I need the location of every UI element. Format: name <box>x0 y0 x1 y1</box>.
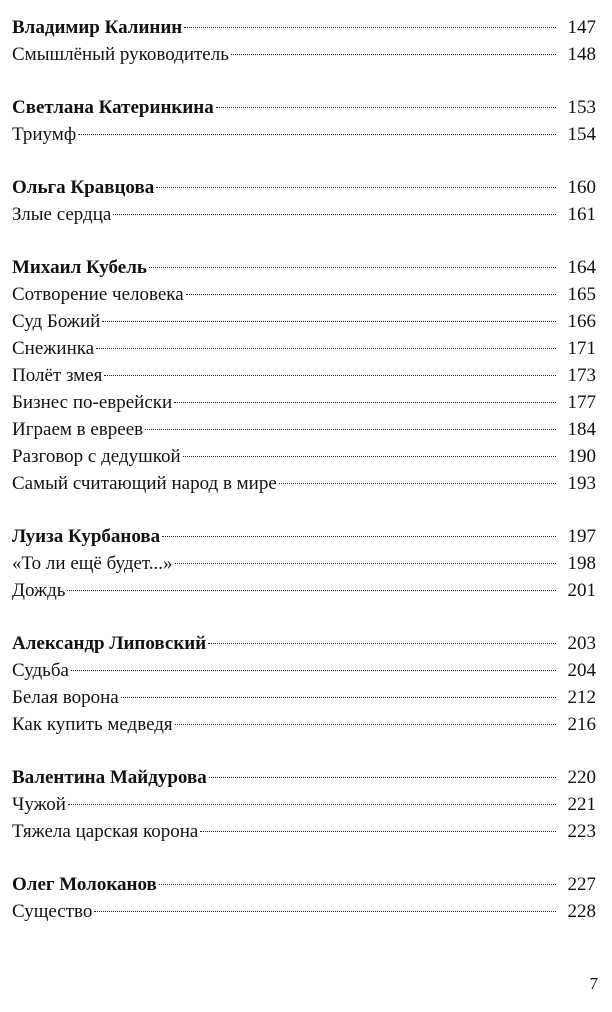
toc-work-entry <box>12 898 596 925</box>
toc-work-entry <box>12 577 596 604</box>
toc-work-entry <box>12 470 596 497</box>
page-ref: 220 <box>567 767 596 788</box>
toc-section <box>12 254 596 497</box>
author-name: Ольга Кравцова <box>12 177 155 198</box>
page-ref: 201 <box>567 580 596 601</box>
dot-leader <box>174 402 556 403</box>
dot-leader <box>149 267 556 268</box>
toc-work-entry <box>12 389 596 416</box>
toc-work-entry <box>12 308 596 335</box>
dot-leader <box>113 214 556 215</box>
toc-section <box>12 174 596 228</box>
page-ref: 193 <box>567 473 596 494</box>
toc-work-entry <box>12 684 596 711</box>
author-name: Александр Липовский <box>12 633 207 654</box>
page-ref: 184 <box>567 419 596 440</box>
work-title: Тяжела царская корона <box>12 821 199 842</box>
table-of-contents <box>12 14 596 951</box>
toc-work-entry <box>12 711 596 738</box>
toc-author-entry <box>12 523 596 550</box>
toc-author-entry <box>12 94 596 121</box>
toc-author-entry <box>12 254 596 281</box>
toc-work-entry <box>12 791 596 818</box>
toc-author-entry <box>12 14 596 41</box>
dot-leader <box>216 107 556 108</box>
dot-leader <box>96 348 556 349</box>
work-title: Триумф <box>12 124 77 145</box>
dot-leader <box>209 777 556 778</box>
page-ref: 165 <box>567 284 596 305</box>
page-ref: 171 <box>567 338 596 359</box>
page-ref: 221 <box>567 794 596 815</box>
toc-section <box>12 764 596 845</box>
toc-work-entry <box>12 818 596 845</box>
toc-work-entry <box>12 121 596 148</box>
dot-leader <box>104 375 556 376</box>
toc-work-entry <box>12 362 596 389</box>
toc-work-entry <box>12 550 596 577</box>
page-ref: 160 <box>567 177 596 198</box>
dot-leader <box>102 321 556 322</box>
author-name: Светлана Катеринкина <box>12 97 214 118</box>
page-ref: 164 <box>567 257 596 278</box>
work-title: Полёт змея <box>12 365 103 386</box>
dot-leader <box>78 134 556 135</box>
author-name: Валентина Майдурова <box>12 767 207 788</box>
toc-section <box>12 523 596 604</box>
dot-leader <box>186 294 556 295</box>
toc-section <box>12 871 596 925</box>
page-ref: 173 <box>567 365 596 386</box>
page-ref: 147 <box>567 17 596 38</box>
dot-leader <box>208 643 556 644</box>
toc-work-entry <box>12 281 596 308</box>
toc-section <box>12 94 596 148</box>
page-ref: 204 <box>567 660 596 681</box>
toc-author-entry <box>12 174 596 201</box>
dot-leader <box>94 911 556 912</box>
work-title: Существо <box>12 901 93 922</box>
page-ref: 154 <box>567 124 596 145</box>
toc-work-entry <box>12 201 596 228</box>
work-title: Самый считающий народ в мире <box>12 473 277 494</box>
author-name: Владимир Калинин <box>12 17 183 38</box>
work-title: «То ли ещё будет...» <box>12 553 173 574</box>
page-ref: 198 <box>567 553 596 574</box>
toc-section <box>12 630 596 738</box>
toc-work-entry <box>12 416 596 443</box>
page-ref: 203 <box>567 633 596 654</box>
dot-leader <box>175 563 556 564</box>
work-title: Бизнес по-еврейски <box>12 392 173 413</box>
page-ref: 177 <box>567 392 596 413</box>
work-title: Белая ворона <box>12 687 119 708</box>
page-ref: 166 <box>567 311 596 332</box>
work-title: Сотворение человека <box>12 284 184 305</box>
page-number: 7 <box>589 974 598 993</box>
page-ref: 227 <box>567 874 596 895</box>
work-title: Играем в евреев <box>12 419 144 440</box>
dot-leader <box>71 670 556 671</box>
toc-work-entry <box>12 335 596 362</box>
page-ref: 161 <box>567 204 596 225</box>
dot-leader <box>200 831 556 832</box>
page-ref: 212 <box>567 687 596 708</box>
toc-work-entry <box>12 443 596 470</box>
toc-section <box>12 14 596 68</box>
work-title: Смышлёный руководитель <box>12 44 229 65</box>
author-name: Михаил Кубель <box>12 257 147 278</box>
dot-leader <box>175 724 556 725</box>
work-title: Чужой <box>12 794 66 815</box>
toc-work-entry <box>12 41 596 68</box>
work-title: Дождь <box>12 580 66 601</box>
author-name: Олег Молоканов <box>12 874 157 895</box>
author-name: Луиза Курбанова <box>12 526 161 547</box>
work-title: Разговор с дедушкой <box>12 446 181 467</box>
work-title: Судьба <box>12 660 69 681</box>
toc-work-entry <box>12 657 596 684</box>
page-ref: 216 <box>567 714 596 735</box>
dot-leader <box>159 884 556 885</box>
page-ref: 153 <box>567 97 596 118</box>
toc-author-entry <box>12 630 596 657</box>
work-title: Снежинка <box>12 338 95 359</box>
dot-leader <box>145 429 556 430</box>
dot-leader <box>68 804 556 805</box>
page-ref: 223 <box>567 821 596 842</box>
toc-author-entry <box>12 871 596 898</box>
dot-leader <box>156 187 556 188</box>
dot-leader <box>67 590 556 591</box>
work-title: Злые сердца <box>12 204 112 225</box>
page-ref: 148 <box>567 44 596 65</box>
page-ref: 228 <box>567 901 596 922</box>
page-ref: 197 <box>567 526 596 547</box>
dot-leader <box>231 54 556 55</box>
dot-leader <box>183 456 556 457</box>
dot-leader <box>184 27 556 28</box>
dot-leader <box>279 483 556 484</box>
work-title: Суд Божий <box>12 311 101 332</box>
work-title: Как купить медведя <box>12 714 173 735</box>
dot-leader <box>162 536 556 537</box>
dot-leader <box>121 697 556 698</box>
toc-author-entry <box>12 764 596 791</box>
page-ref: 190 <box>567 446 596 467</box>
